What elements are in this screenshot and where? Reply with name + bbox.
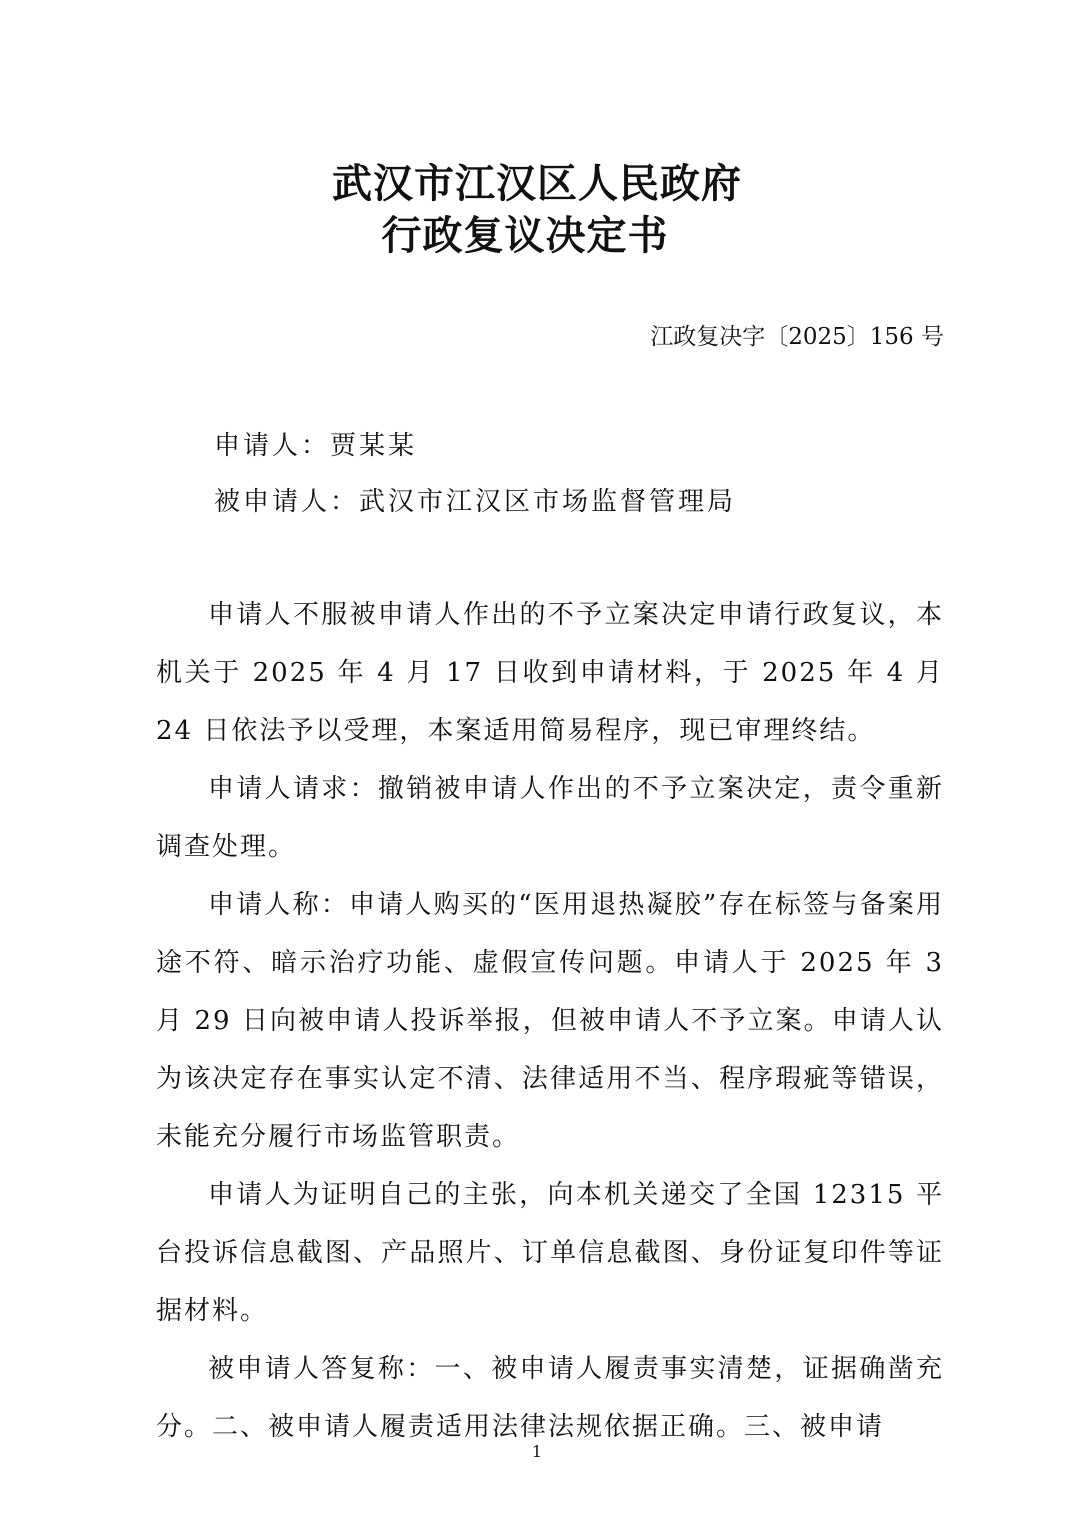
body-paragraph: 申请人不服被申请人作出的不予立案决定申请行政复议，本机关于 2025 年 4 月 17 日收到申请材料，于 2025 年 4 月 24 日依法予以受理，本案适用简易程序，现已审理终结。 [156,600,944,746]
body-paragraph: 申请人称：申请人购买的“医用退热凝胶”存在标签与备案用途不符、暗示治疗功能、虚假宣传问题。申请人于 2025 年 3 月 29 日向被申请人投诉举报，但被申请人不予立案。申请人认为该决定存在事实认定不清、法律适用不当、程序瑕疵等错误，未能充分履行市场监管职责。 [156,890,944,1152]
document-title-line-2: 行政复议决定书 [381,212,669,259]
applicant-line: 申请人：贾某某 [214,431,418,461]
document-title-line-1: 武汉市江汉区人民政府 [332,160,742,207]
page-number: 1 [531,1442,543,1461]
document-body [156,586,944,1456]
body-paragraph: 申请人请求：撤销被申请人作出的不予立案决定，责令重新调查处理。 [156,774,944,862]
body-paragraph: 被申请人答复称：一、被申请人履责事实清楚，证据确凿充分。二、被申请人履责适用法律法规依据正确。三、被申请 [156,1354,944,1442]
respondent-line: 被申请人：武汉市江汉区市场监督管理局 [214,487,737,517]
body-paragraph: 申请人为证明自己的主张，向本机关递交了全国 12315 平台投诉信息截图、产品照片、订单信息截图、身份证复印件等证据材料。 [156,1180,944,1326]
document-number: 江政复决字〔2025〕156 号 [650,324,944,350]
